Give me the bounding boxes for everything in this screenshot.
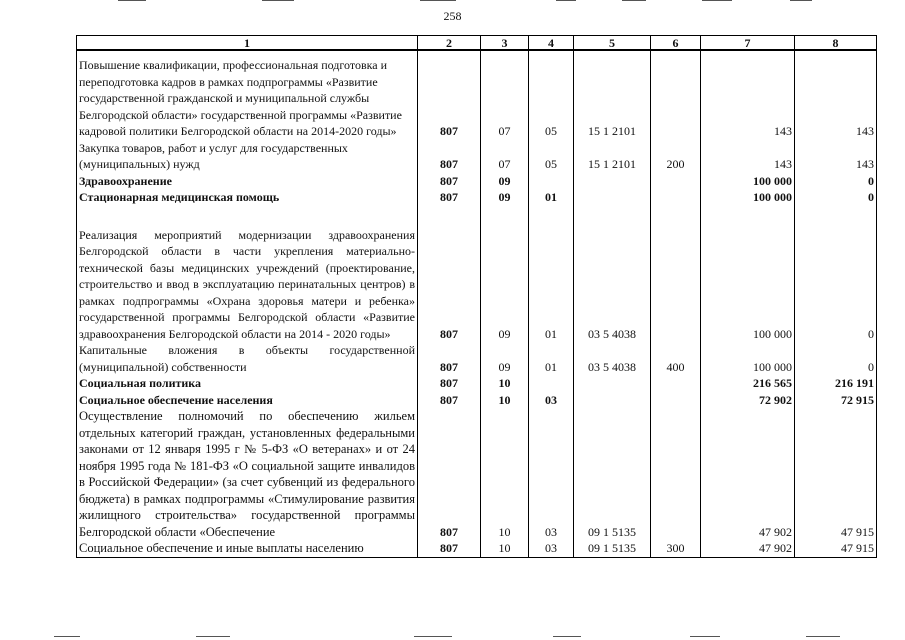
cell-expense-type: [651, 375, 701, 392]
cell-expense-type: [651, 189, 701, 206]
row-name: Здравоохранение: [77, 173, 418, 190]
cell-amount-1: 72 902: [701, 392, 795, 409]
cell-amount-1: 47 902: [701, 408, 795, 540]
cell-subsection: 05: [529, 140, 574, 173]
cell-target: [574, 173, 651, 190]
page-number: 258: [443, 9, 462, 23]
row-name: Закупка товаров, работ и услуг для государственных (муниципальных) нужд: [77, 140, 418, 173]
cell-amount-1: 47 902: [701, 540, 795, 557]
cell-amount-2: 143: [795, 140, 877, 173]
cell-ministry: 807: [418, 342, 481, 375]
column-header: 1: [77, 36, 418, 51]
cell-target: 15 1 2101: [574, 140, 651, 173]
cell-amount-2: 0: [795, 206, 877, 343]
cell-amount-2: 0: [795, 189, 877, 206]
table-row: [77, 173, 877, 190]
cell-subsection: 03: [529, 392, 574, 409]
cell-target: 03 5 4038: [574, 206, 651, 343]
row-name: Социальная политика: [77, 375, 418, 392]
cell-target: 09 1 5135: [574, 408, 651, 540]
cell-ministry: 807: [418, 50, 481, 140]
cell-subsection: 03: [529, 408, 574, 540]
cell-expense-type: 300: [651, 540, 701, 557]
cell-amount-2: 0: [795, 173, 877, 190]
cell-expense-type: 400: [651, 342, 701, 375]
cell-amount-1: 100 000: [701, 206, 795, 343]
cell-section: 07: [481, 50, 529, 140]
scan-marks-top: [0, 0, 905, 2]
cell-subsection: 01: [529, 189, 574, 206]
cell-target: [574, 189, 651, 206]
cell-amount-1: 143: [701, 140, 795, 173]
column-header: 5: [574, 36, 651, 51]
cell-target: 03 5 4038: [574, 342, 651, 375]
cell-section: 10: [481, 540, 529, 557]
cell-subsection: [529, 173, 574, 190]
table-row: [77, 392, 877, 409]
cell-ministry: 807: [418, 540, 481, 557]
cell-amount-2: 47 915: [795, 408, 877, 540]
cell-amount-1: 216 565: [701, 375, 795, 392]
scan-marks-bottom: [0, 636, 905, 638]
cell-ministry: 807: [418, 189, 481, 206]
cell-amount-2: 143: [795, 50, 877, 140]
row-name: Социальное обеспечение и иные выплаты населению: [77, 540, 418, 557]
table-row: [77, 140, 877, 173]
cell-amount-2: 0: [795, 342, 877, 375]
cell-amount-1: 100 000: [701, 173, 795, 190]
cell-ministry: 807: [418, 206, 481, 343]
table-row: [77, 189, 877, 206]
table-row: [77, 408, 877, 540]
cell-section: 10: [481, 392, 529, 409]
cell-subsection: [529, 375, 574, 392]
row-name: Социальное обеспечение населения: [77, 392, 418, 409]
column-header: 6: [651, 36, 701, 51]
cell-amount-1: 100 000: [701, 342, 795, 375]
cell-expense-type: 200: [651, 140, 701, 173]
cell-section: 09: [481, 189, 529, 206]
cell-subsection: 01: [529, 206, 574, 343]
row-name: Капитальные вложения в объекты государственной (муниципальной) собственности: [77, 342, 418, 375]
cell-expense-type: [651, 173, 701, 190]
cell-section: 07: [481, 140, 529, 173]
cell-subsection: 01: [529, 342, 574, 375]
cell-section: 10: [481, 375, 529, 392]
cell-ministry: 807: [418, 173, 481, 190]
cell-target: 15 1 2101: [574, 50, 651, 140]
column-header: 7: [701, 36, 795, 51]
row-name: Реализация мероприятий модернизации здравоохранения Белгородской области в части укрепления материально-технической базы медицинских учреждений (проектирование, строительство и ввод в эксплуатацию перинатальных центров) в рамках подпрограммы «Охрана здоровья матери и ребенка» государственной программы Белгородской области «Развитие здравоохранения Белгородской области на 2014 - 2020 годы»: [77, 206, 418, 343]
row-name: Повышение квалификации, профессиональная подготовка и переподготовка кадров в рамках подпрограммы «Развитие государственной гражданской и муниципальной службы Белгородской области» государственной программы «Развитие кадровой политики Белгородской области на 2014-2020 годы»: [77, 50, 418, 140]
cell-section: 10: [481, 408, 529, 540]
table-row: [77, 50, 877, 140]
table-row: [77, 375, 877, 392]
cell-target: [574, 392, 651, 409]
cell-section: 09: [481, 173, 529, 190]
budget-table: [76, 35, 877, 558]
cell-subsection: 05: [529, 50, 574, 140]
column-header: 3: [481, 36, 529, 51]
cell-expense-type: [651, 50, 701, 140]
row-name: Стационарная медицинская помощь: [77, 189, 418, 206]
cell-ministry: 807: [418, 140, 481, 173]
cell-expense-type: [651, 206, 701, 343]
cell-amount-2: 216 191: [795, 375, 877, 392]
cell-amount-1: 100 000: [701, 189, 795, 206]
cell-amount-1: 143: [701, 50, 795, 140]
table-row: [77, 540, 877, 557]
cell-ministry: 807: [418, 408, 481, 540]
column-header: 2: [418, 36, 481, 51]
cell-amount-2: 47 915: [795, 540, 877, 557]
column-header: 8: [795, 36, 877, 51]
cell-expense-type: [651, 408, 701, 540]
cell-amount-2: 72 915: [795, 392, 877, 409]
cell-target: 09 1 5135: [574, 540, 651, 557]
cell-target: [574, 375, 651, 392]
cell-section: 09: [481, 342, 529, 375]
cell-subsection: 03: [529, 540, 574, 557]
table-row: [77, 342, 877, 375]
cell-expense-type: [651, 392, 701, 409]
cell-section: 09: [481, 206, 529, 343]
table-row: [77, 206, 877, 343]
cell-ministry: 807: [418, 375, 481, 392]
row-name: Осуществление полномочий по обеспечению жильем отдельных категорий граждан, установленных федеральными законами от 12 января 1995 г № 5-ФЗ «О ветеранах» и от 24 ноября 1995 года № 181-ФЗ «О социальной защите инвалидов в Российской Федерации» (за счет субвенций из федерального бюджета) в рамках подпрограммы «Стимулирование развития жилищного строительства» государственной программы Белгородской области «Обеспечение: [77, 408, 418, 540]
header-row: [77, 36, 877, 51]
column-header: 4: [529, 36, 574, 51]
cell-ministry: 807: [418, 392, 481, 409]
